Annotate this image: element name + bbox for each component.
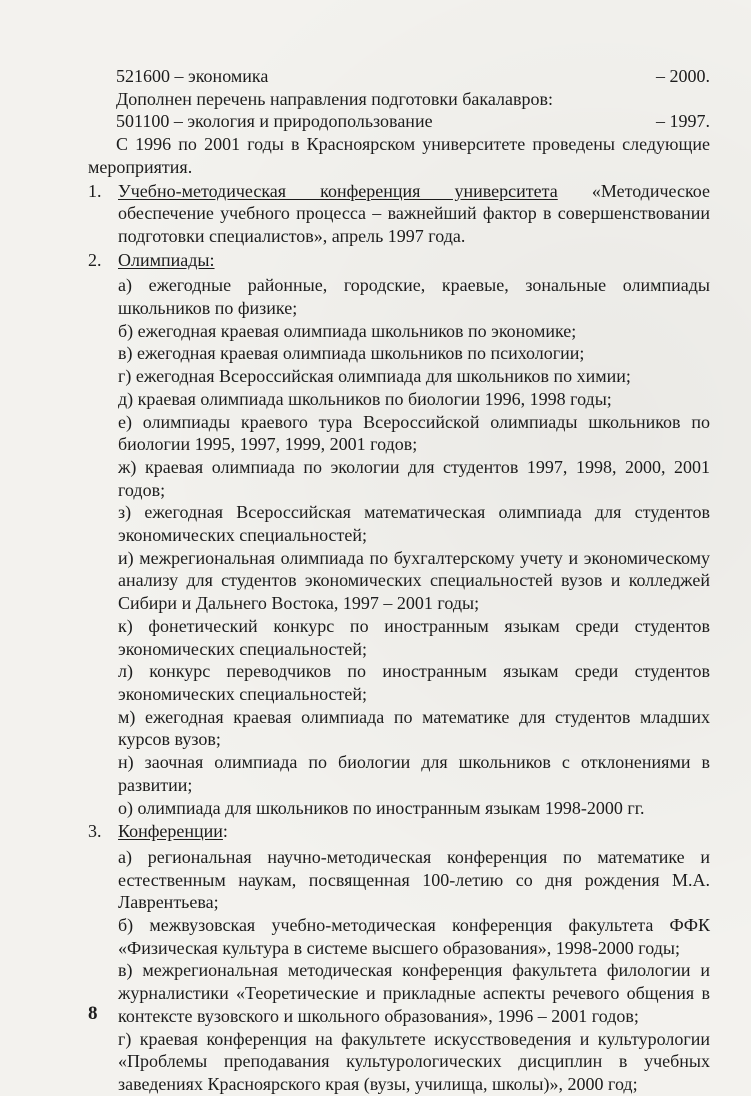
- list-subitem: б) межвузовская учебно-методическая конференция факультета ФФК «Физическая культура в системе высшего образования», 1998-2000 годы;: [118, 915, 710, 958]
- list-subitem: б) ежегодная краевая олимпиада школьников по экономике;: [118, 320, 577, 341]
- list-subitem: а) ежегодные районные, городские, краевые, зональные олимпиады школьников по физике;: [118, 275, 710, 319]
- list-subitem: л) конкурс переводчиков по иностранным языкам среди студентов экономических специальностей;: [118, 661, 710, 704]
- page-number: 8: [88, 1003, 98, 1024]
- list-subitem: в) межрегиональная методическая конференция факультета филологии и журналистики «Теоретические и прикладные аспекты речевого общения в контексте вузовского и школьного образования», 1996 – 2001 годов;: [118, 960, 710, 1026]
- item-heading: Олимпиады:: [118, 249, 215, 270]
- list-item-3: [88, 820, 710, 1095]
- item-number: 1.: [88, 180, 102, 201]
- list-subitem: е) олимпиады краевого тура Всероссийской олимпиады школьников по биологии 1995, 1997, 1999, 2001 годов;: [118, 411, 710, 455]
- list-subitem: з) ежегодная Всероссийская математическая олимпиада для студентов экономических специальностей;: [118, 502, 710, 546]
- list-subitem: г) краевая конференция на факультете искусствоведения и культурологии «Проблемы преподавания культурологических дисциплин в учебных заведениях Красноярского края (вузы, училища, школы)», 2000 год;: [118, 1028, 710, 1094]
- specialty-line-economics: [88, 65, 710, 88]
- list-subitem: в) ежегодная краевая олимпиада школьников по психологии;: [118, 343, 585, 364]
- item-heading: Конференции: [118, 821, 223, 842]
- item-heading: Учебно-методическая конференция университета: [118, 180, 558, 201]
- page-text: [88, 65, 710, 1096]
- list-subitem: г) ежегодная Всероссийская олимпиада для школьников по химии;: [118, 366, 631, 387]
- list-subitem: а) региональная научно-методическая конференция по математике и естественным наукам, посвященная 100-летию со дня рождения М.А. Лаврентьева;: [118, 846, 710, 913]
- list-subitem: н) заочная олимпиада по биологии для школьников с отклонениями в развитии;: [118, 752, 710, 795]
- bachelor-list-note: Дополнен перечень направления подготовки бакалавров:: [116, 88, 553, 109]
- list-item-2: [88, 249, 710, 820]
- specialty-year: – 2000.: [656, 66, 710, 86]
- list-subitem: к) фонетический конкурс по иностранным языкам среди студентов экономических специальностей;: [118, 615, 710, 659]
- item-heading-rest: :: [222, 821, 228, 842]
- specialty-year: – 1997.: [656, 111, 710, 132]
- specialty-line-ecology: [88, 110, 710, 133]
- list-subitem: м) ежегодная краевая олимпиада по математике для студентов младших курсов вузов;: [118, 706, 710, 750]
- olympiad-list: [88, 274, 710, 819]
- list-subitem: о) олимпиада для школьников по иностранным языкам 1998-2000 гг.: [118, 797, 645, 818]
- item-heading-rest: «Методическое обеспечение учебного процесса – важнейший фактор в совершенствовании подготовки специалистов», апрель 1997 года.: [118, 180, 710, 246]
- item-text: [118, 180, 710, 248]
- list-subitem: и) межрегиональная олимпиада по бухгалтерскому учету и экономическому анализу для студентов экономических специальностей вузов и колледжей Сибири и Дальнего Востока, 1997 – 2001 годы;: [118, 547, 710, 614]
- item-number: 2.: [88, 249, 102, 270]
- list-subitem: д) краевая олимпиада школьников по биологии 1996, 1998 годы;: [118, 388, 612, 409]
- specialty-name: 521600 – экономика: [116, 66, 269, 86]
- specialty-name: 501100 – экология и природопользование: [116, 111, 433, 132]
- list-subitem: ж) краевая олимпиада по экологии для студентов 1997, 1998, 2000, 2001 годов;: [118, 456, 710, 500]
- conference-list: [88, 846, 710, 1096]
- item-number: 3.: [88, 821, 102, 842]
- list-item-1: [88, 180, 710, 248]
- intro-paragraph: С 1996 по 2001 годы в Красноярском университете проведены следующие мероприятия.: [88, 134, 710, 177]
